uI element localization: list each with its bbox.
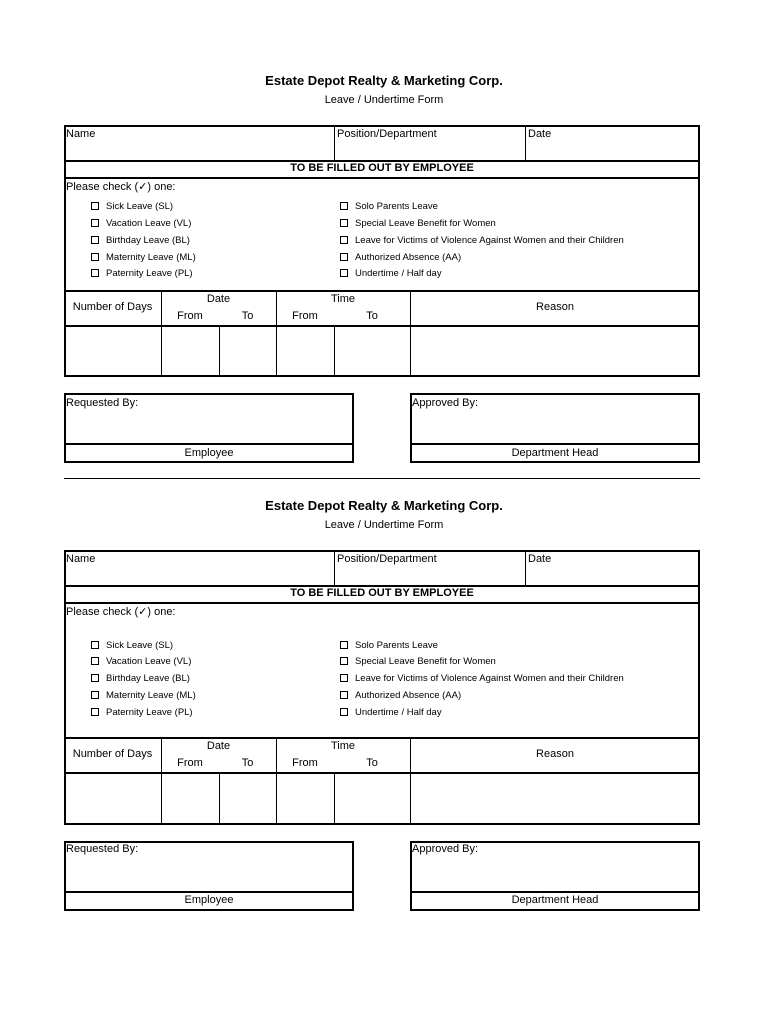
checkbox-special-leave-women[interactable] [340, 657, 348, 665]
option-label: Solo Parents Leave [355, 201, 438, 212]
section-header: TO BE FILLED OUT BY EMPLOYEE [290, 587, 474, 599]
divider [219, 326, 220, 376]
date-field[interactable]: Date [528, 553, 552, 565]
divider [64, 177, 700, 179]
check-prompt: Please check (✓) one: [66, 181, 176, 193]
checkbox-solo-parents-leave[interactable] [340, 202, 348, 210]
divider [334, 126, 335, 160]
approved-by-label: Approved By: [412, 397, 479, 409]
divider [219, 773, 220, 824]
divider [64, 290, 700, 292]
option-label: Authorized Absence (AA) [355, 252, 462, 263]
col-reason: Reason [536, 748, 574, 760]
option-label: Solo Parents Leave [355, 640, 438, 651]
option-label: Special Leave Benefit for Women [355, 218, 496, 229]
option-label: Paternity Leave (PL) [106, 268, 193, 279]
col-date-from: From [177, 757, 203, 769]
col-date: Date [206, 293, 231, 305]
company-name: Estate Depot Realty & Marketing Corp. [265, 498, 503, 513]
name-field[interactable]: Name [66, 553, 96, 565]
checkbox-paternity-leave[interactable] [91, 269, 99, 277]
col-time-to: To [366, 757, 378, 769]
checkbox-undertime[interactable] [340, 269, 348, 277]
checkbox-special-leave-women[interactable] [340, 219, 348, 227]
cut-line-separator [64, 478, 700, 479]
option-label: Leave for Victims of Violence Against Women and their Children [355, 235, 624, 246]
checkbox-vacation-leave[interactable] [91, 219, 99, 227]
checkbox-paternity-leave[interactable] [91, 708, 99, 716]
divider [64, 737, 700, 739]
form-title: Leave / Undertime Form [324, 519, 444, 531]
col-date-from: From [177, 310, 203, 322]
divider [525, 551, 526, 585]
col-number-of-days: Number of Days [72, 748, 153, 760]
col-time-to: To [366, 310, 378, 322]
checkbox-violence-victims-leave[interactable] [340, 236, 348, 244]
option-label: Sick Leave (SL) [106, 640, 174, 651]
date-field[interactable]: Date [528, 128, 552, 140]
check-prompt: Please check (✓) one: [66, 606, 176, 618]
col-time-from: From [292, 757, 318, 769]
col-time: Time [330, 293, 356, 305]
divider [64, 891, 354, 893]
position-field[interactable]: Position/Department [337, 128, 437, 140]
checkbox-violence-victims-leave[interactable] [340, 674, 348, 682]
col-number-of-days: Number of Days [72, 301, 153, 313]
divider [64, 325, 700, 327]
divider [334, 551, 335, 585]
option-label: Vacation Leave (VL) [106, 218, 192, 229]
divider [64, 772, 700, 774]
option-label: Special Leave Benefit for Women [355, 656, 496, 667]
requested-by-label: Requested By: [66, 843, 139, 855]
col-date-to: To [241, 310, 254, 322]
approved-by-label: Approved By: [412, 843, 479, 855]
divider [410, 891, 700, 893]
divider [410, 443, 700, 445]
divider [64, 443, 354, 445]
section-header: TO BE FILLED OUT BY EMPLOYEE [290, 162, 474, 174]
option-label: Paternity Leave (PL) [106, 707, 193, 718]
department-head-label: Department Head [511, 447, 599, 459]
checkbox-birthday-leave[interactable] [91, 236, 99, 244]
col-reason: Reason [536, 301, 574, 313]
checkbox-undertime[interactable] [340, 708, 348, 716]
option-label: Leave for Victims of Violence Against Women and their Children [355, 673, 624, 684]
divider [64, 602, 700, 604]
option-label: Authorized Absence (AA) [355, 690, 462, 701]
option-label: Birthday Leave (BL) [106, 673, 190, 684]
checkbox-sick-leave[interactable] [91, 641, 99, 649]
option-label: Birthday Leave (BL) [106, 235, 190, 246]
company-name: Estate Depot Realty & Marketing Corp. [265, 73, 503, 88]
option-label: Sick Leave (SL) [106, 201, 174, 212]
option-label: Vacation Leave (VL) [106, 656, 192, 667]
checkbox-birthday-leave[interactable] [91, 674, 99, 682]
checkbox-maternity-leave[interactable] [91, 691, 99, 699]
form-title: Leave / Undertime Form [324, 94, 444, 106]
employee-label: Employee [184, 894, 234, 906]
col-date-to: To [241, 757, 254, 769]
checkbox-sick-leave[interactable] [91, 202, 99, 210]
name-field[interactable]: Name [66, 128, 96, 140]
divider [334, 773, 335, 824]
divider [525, 126, 526, 160]
requested-by-label: Requested By: [66, 397, 139, 409]
col-date: Date [206, 740, 231, 752]
divider [334, 326, 335, 376]
checkbox-authorized-absence[interactable] [340, 691, 348, 699]
option-label: Undertime / Half day [355, 268, 442, 279]
option-label: Maternity Leave (ML) [106, 252, 196, 263]
checkbox-solo-parents-leave[interactable] [340, 641, 348, 649]
col-time-from: From [292, 310, 318, 322]
department-head-label: Department Head [511, 894, 599, 906]
option-label: Undertime / Half day [355, 707, 442, 718]
col-time: Time [330, 740, 356, 752]
option-label: Maternity Leave (ML) [106, 690, 196, 701]
position-field[interactable]: Position/Department [337, 553, 437, 565]
checkbox-vacation-leave[interactable] [91, 657, 99, 665]
checkbox-authorized-absence[interactable] [340, 253, 348, 261]
employee-label: Employee [184, 447, 234, 459]
checkbox-maternity-leave[interactable] [91, 253, 99, 261]
